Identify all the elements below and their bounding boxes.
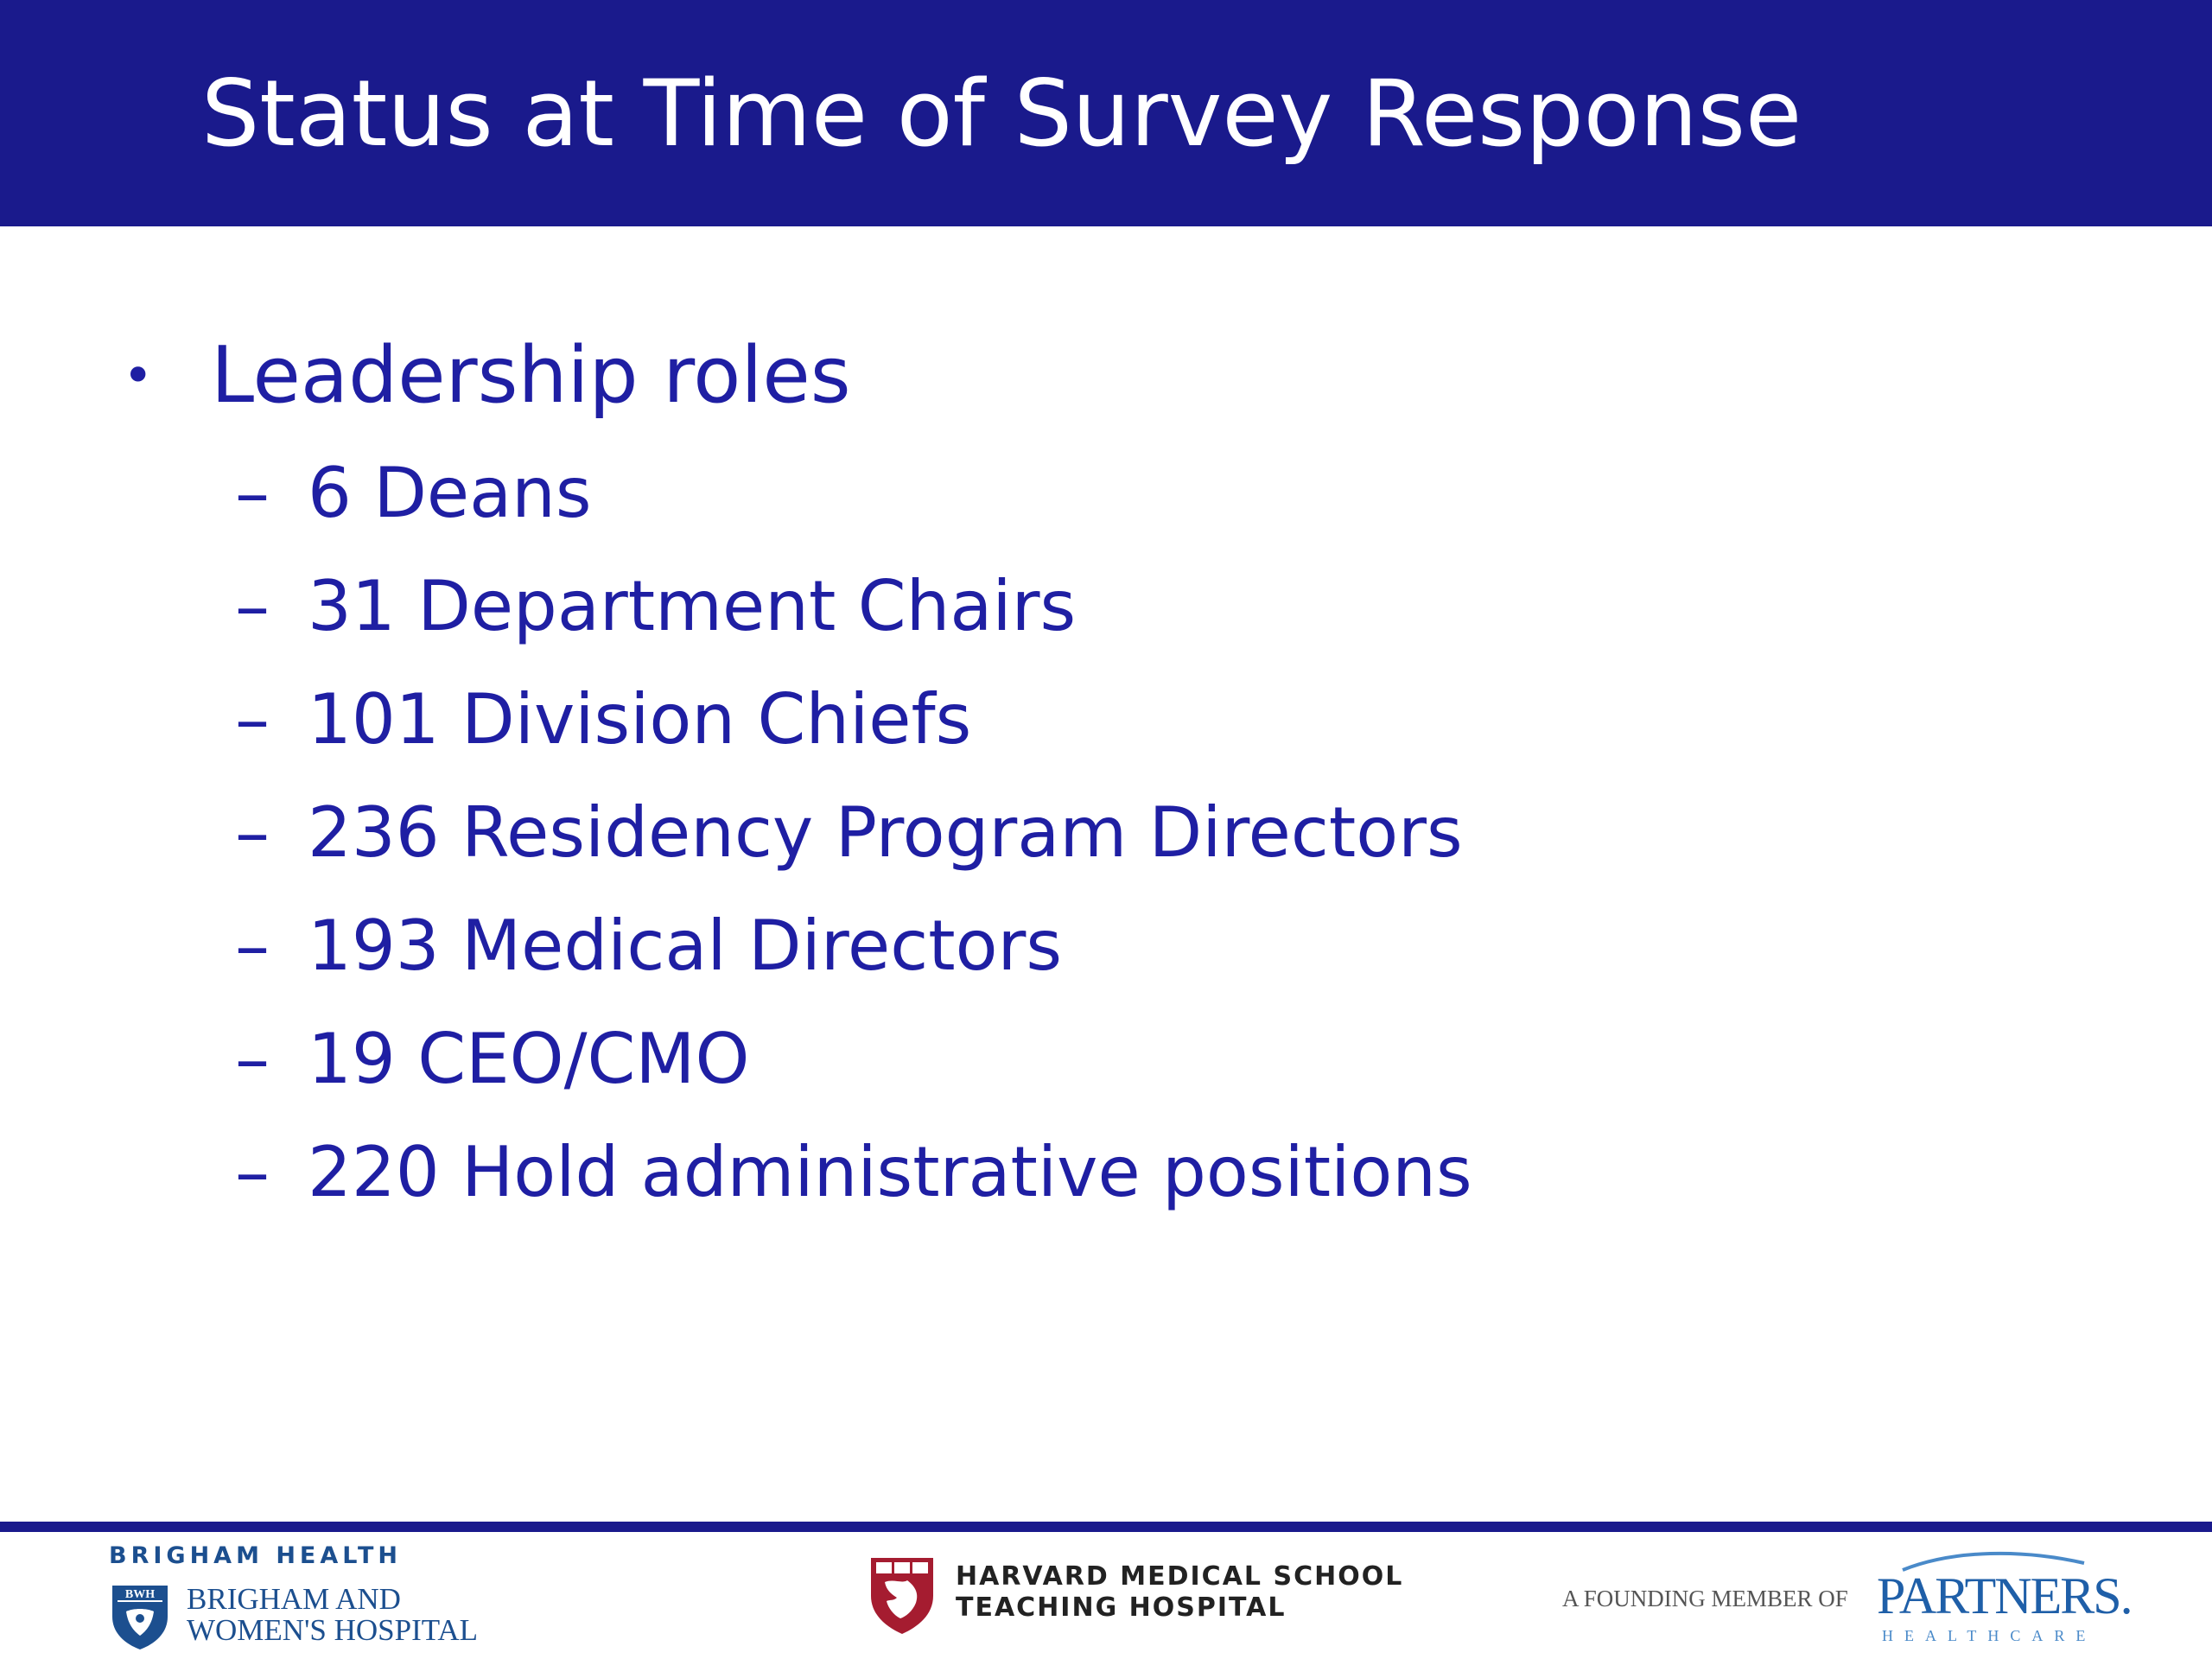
partners-sub: HEALTHCARE [1882, 1627, 2097, 1644]
bwh-shield-icon [109, 1582, 171, 1651]
sub-bullet-label: 31 Department Chairs [308, 566, 1077, 646]
brigham-health-brand: BRIGHAM HEALTH [109, 1542, 403, 1569]
dash-icon: – [235, 453, 270, 533]
sub-bullet-item [235, 663, 1472, 776]
sub-bullet-item [235, 776, 1472, 889]
slide-title: Status at Time of Survey Response [201, 60, 1802, 167]
harvard-shield-icon [868, 1554, 937, 1637]
footer [0, 1532, 2212, 1659]
sub-bullet-item [235, 889, 1472, 1002]
partners-name: PARTNERS. [1877, 1567, 2132, 1624]
dash-icon: – [235, 566, 270, 646]
sub-bullet-label: 19 CEO/CMO [308, 1019, 750, 1099]
dash-icon: – [235, 679, 270, 760]
bullet-label: Leadership roles [211, 330, 851, 421]
harvard-logo [868, 1554, 1404, 1641]
sub-bullet-label: 101 Division Chiefs [308, 679, 972, 760]
sub-bullet-item [235, 550, 1472, 663]
sub-bullet-label: 220 Hold administrative positions [308, 1132, 1472, 1212]
bwh-shield-text: BWH [124, 1588, 156, 1601]
sub-bullet-item [235, 1116, 1472, 1229]
brigham-name-line-2: WOMEN'S HOSPITAL [187, 1613, 478, 1647]
dash-icon: – [235, 792, 270, 873]
harvard-line-2: TEACHING HOSPITAL [956, 1592, 1287, 1623]
brigham-name-line-1: BRIGHAM AND [187, 1582, 401, 1616]
sub-bullet-label: 6 Deans [308, 453, 592, 533]
sub-bullet-item [235, 1002, 1472, 1116]
footer-divider [0, 1522, 2212, 1532]
dash-icon: – [235, 1019, 270, 1099]
sub-bullet-label: 236 Residency Program Directors [308, 792, 1463, 873]
harvard-line-1: HARVARD MEDICAL SCHOOL [956, 1561, 1404, 1592]
sub-bullet-list [235, 436, 1472, 1229]
dash-icon: – [235, 1132, 270, 1212]
bullet-item-leadership [123, 320, 851, 432]
brigham-logo [109, 1542, 506, 1655]
sub-bullet-item [235, 436, 1472, 550]
partners-logo [1877, 1548, 2132, 1644]
founding-member-text: A FOUNDING MEMBER OF [1562, 1586, 1848, 1611]
bullet-dot-icon: • [123, 346, 154, 406]
dash-icon: – [235, 906, 270, 986]
sub-bullet-label: 193 Medical Directors [308, 906, 1063, 986]
